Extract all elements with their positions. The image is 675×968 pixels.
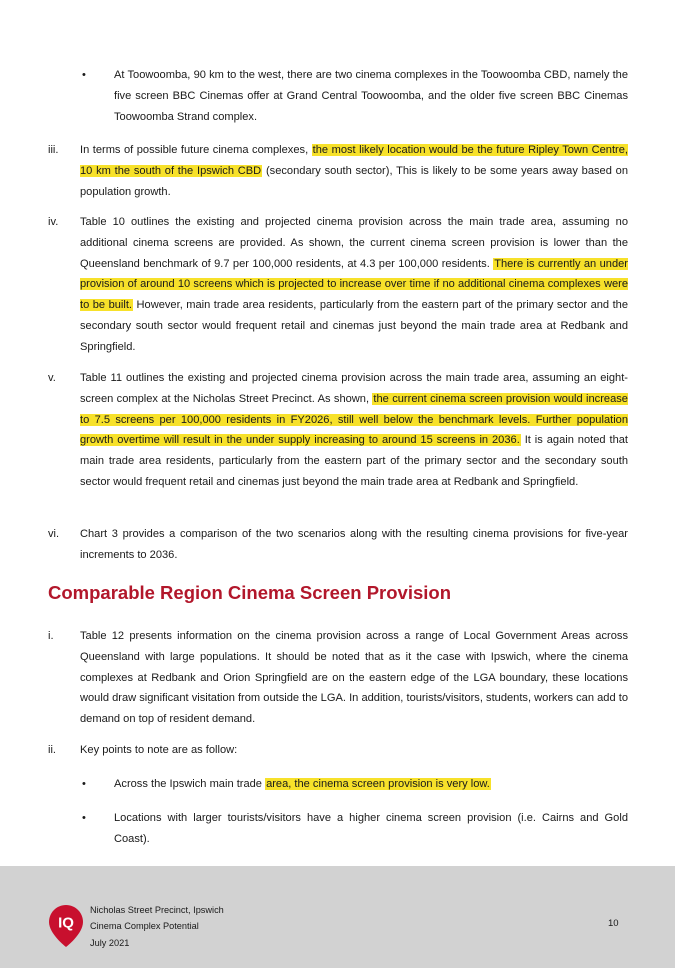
text-run: It is again noted that main trade area residents, particularly from the eastern part of the primary sector and the secondary south sector would frequent retail and cinemas just beyond the main trade area at Redbank and Springfield. bbox=[80, 434, 628, 488]
footer-date: July 2021 bbox=[90, 937, 130, 948]
footer-info bbox=[90, 902, 224, 951]
logo-text: IQ bbox=[58, 914, 74, 932]
page-number: 10 bbox=[608, 918, 619, 929]
item-text bbox=[80, 212, 628, 358]
list-item bbox=[48, 524, 628, 566]
item-text: Chart 3 provides a comparison of the two scenarios along with the resulting cinema provisions for five-year increments to 2036. bbox=[80, 528, 628, 561]
bullet-marker: • bbox=[82, 812, 86, 824]
iq-logo-icon bbox=[48, 903, 84, 949]
item-text: Key points to note are as follow: bbox=[80, 744, 238, 756]
bullet-text bbox=[114, 774, 628, 795]
bullet-text: At Toowoomba, 90 km to the west, there are two cinema complexes in the Toowoomba CBD, namely the five screen BBC Cinemas offer at Grand Central Toowoomba, and the older five screen BBC Cinemas Toowoomba Strand complex. bbox=[114, 69, 628, 123]
text-run: Table 11 outlines the existing and projected cinema provision across the main trade area, assuming an eight-screen complex at the Nicholas Street Precinct. As shown, bbox=[80, 372, 628, 405]
item-text bbox=[80, 368, 628, 493]
bullet-marker: • bbox=[82, 69, 86, 81]
list-item bbox=[82, 774, 628, 795]
highlighted-text: the most likely location would be the future Ripley Town Centre, 10 km the south of the Ipswich CBD bbox=[80, 144, 628, 177]
text-run: (secondary south sector), This is likely to be some years away based on population growth. bbox=[80, 164, 629, 198]
item-number: v. bbox=[48, 372, 56, 384]
text-run: Table 10 outlines the existing and projected cinema provision across the main trade area, assuming no additional cinema screens are provided. As shown, the current cinema screen provision is lower than the Queensland benchmark of 9.7 per 100,000 residents, at 4.3 per 100,000 residents. bbox=[80, 216, 628, 270]
highlighted-text: area, the cinema screen provision is very low. bbox=[266, 778, 490, 790]
item-text bbox=[80, 140, 628, 202]
list-item bbox=[82, 65, 628, 127]
list-item bbox=[48, 368, 628, 493]
bullet-text: Locations with larger tourists/visitors have a higher cinema screen provision (i.e. Cairns and Gold Coast). bbox=[114, 812, 628, 845]
text-run: Across the Ipswich main trade bbox=[114, 778, 266, 790]
list-item bbox=[48, 740, 628, 761]
item-number: iv. bbox=[48, 216, 59, 228]
item-number: vi. bbox=[48, 528, 60, 540]
item-number: i. bbox=[48, 630, 54, 642]
text-run: In terms of possible future cinema complexes, bbox=[80, 144, 312, 156]
item-number: iii. bbox=[48, 144, 59, 156]
footer-report-title: Cinema Complex Potential bbox=[90, 921, 199, 932]
bullet-marker: • bbox=[82, 778, 86, 790]
highlighted-text: the current cinema screen provision would increase to 7.5 screens per 100,000 residents in FY2026, still well below the benchmark levels. Further population growth overtime will result in the under supply increasing to around 15 screens in 2036. bbox=[80, 392, 628, 447]
highlighted-text: There is currently an under provision of around 10 screens which is projected to increase over time if no additional cinema complexes were to be built. bbox=[80, 257, 628, 312]
item-text: Table 12 presents information on the cinema provision across a range of Local Government Areas across Queensland with large populations. It should be noted that as it the case with Ipswich, where the cinema complexes at Redbank and Orion Springfield are on the eastern edge of the LGA boundary, these locations would draw significant visitation from outside the LGA. In addition, tourists/visitors, students, workers can add to demand on top of resident demand. bbox=[80, 630, 628, 726]
item-number: ii. bbox=[48, 744, 57, 756]
text-run: However, main trade area residents, particularly from the eastern part of the primary sector and the secondary south sector would frequent retail and cinemas just beyond the main trade area at Redbank and Springfield. bbox=[80, 299, 628, 353]
list-item bbox=[48, 212, 628, 358]
section-heading: Comparable Region Cinema Screen Provision bbox=[48, 582, 451, 603]
footer-project-name: Nicholas Street Precinct, Ipswich bbox=[90, 905, 224, 915]
list-item bbox=[48, 626, 628, 730]
list-item bbox=[48, 140, 628, 202]
list-item bbox=[82, 808, 628, 850]
